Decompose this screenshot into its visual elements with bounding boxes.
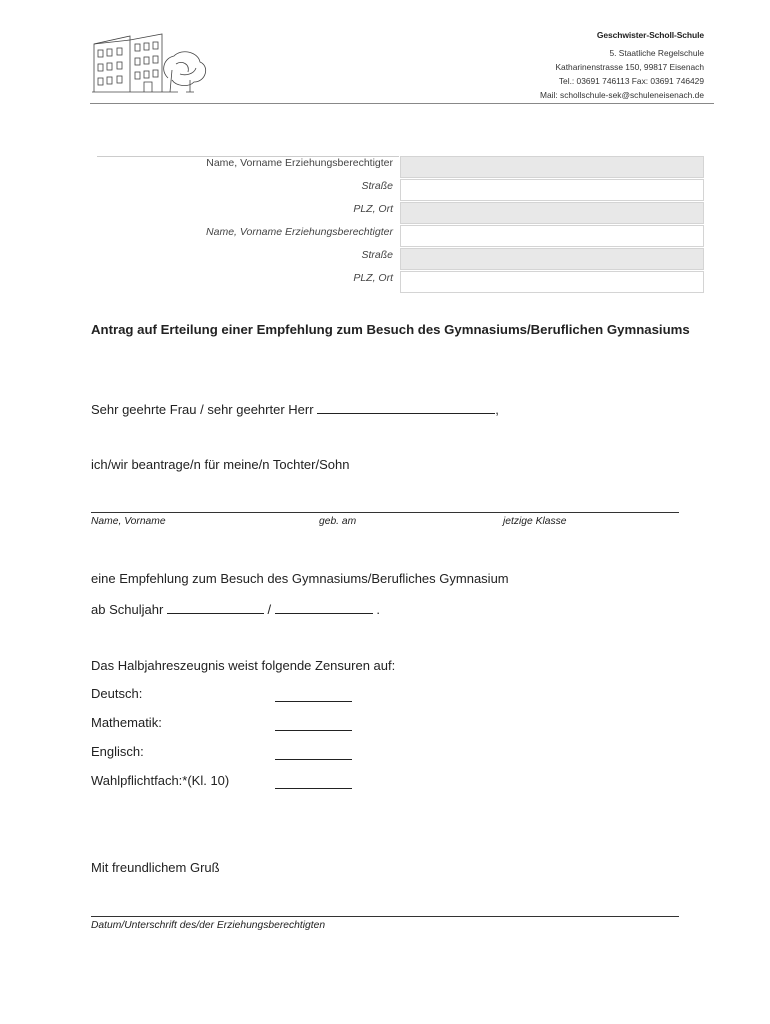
- grade-subject-deutsch: Deutsch:: [91, 686, 143, 701]
- closing-text: Mit freundlichem Gruß: [91, 860, 220, 875]
- salutation-text: Sehr geehrte Frau / sehr geehrter Herr: [91, 402, 314, 417]
- school-year-prefix: ab Schuljahr: [91, 602, 164, 617]
- grade-blank-englisch[interactable]: [275, 759, 352, 760]
- grade-subject-mathematik: Mathematik:: [91, 715, 162, 730]
- school-year-line: [91, 600, 380, 617]
- school-year-period: .: [376, 602, 381, 617]
- child-info-line[interactable]: [91, 512, 679, 513]
- signature-line[interactable]: [91, 916, 679, 917]
- letter-title: Antrag auf Erteilung einer Empfehlung zum Besuch des Gymnasiums/Beruflichen Gymnasiums: [91, 322, 690, 337]
- field-label-plz-ort-2: PLZ, Ort: [353, 272, 393, 284]
- school-building-sketch-icon: [90, 30, 212, 98]
- grade-subject-wahlpflichtfach: Wahlpflichtfach:*(Kl. 10): [91, 773, 230, 788]
- request-line: ich/wir beantrage/n für meine/n Tochter/Sohn: [91, 457, 350, 472]
- plz-ort-1-input[interactable]: [401, 204, 703, 224]
- child-label-born: geb. am: [319, 516, 357, 527]
- field-label-plz-ort-1: PLZ, Ort: [353, 203, 393, 215]
- salutation-line: [91, 400, 499, 417]
- child-label-name: Name, Vorname: [91, 516, 166, 527]
- school-mail: Mail: schollschule-sek@schuleneisenach.de: [540, 90, 704, 100]
- grade-subject-englisch: Englisch:: [91, 744, 144, 759]
- plz-ort-2-input[interactable]: [401, 273, 703, 293]
- grades-intro: Das Halbjahreszeugnis weist folgende Zensuren auf:: [91, 658, 396, 673]
- field-label-street-1: Straße: [361, 180, 393, 192]
- field-plz-ort-1[interactable]: [400, 202, 704, 224]
- school-phone-fax: Tel.: 03691 746113 Fax: 03691 746429: [558, 76, 704, 86]
- field-parent-name-2[interactable]: [400, 225, 704, 247]
- field-plz-ort-2[interactable]: [400, 271, 704, 293]
- salutation-comma: ,: [495, 402, 499, 417]
- school-year-start-blank[interactable]: [167, 600, 264, 614]
- field-parent-name-1[interactable]: [400, 156, 704, 178]
- child-label-class: jetzige Klasse: [503, 516, 567, 527]
- school-type: 5. Staatliche Regelschule: [609, 48, 704, 58]
- salutation-name-blank[interactable]: [317, 400, 495, 414]
- parent-name-2-input[interactable]: [401, 227, 703, 247]
- grade-blank-deutsch[interactable]: [275, 701, 352, 702]
- school-year-end-blank[interactable]: [275, 600, 373, 614]
- field-label-parent-name-2: Name, Vorname Erziehungsberechtigter: [206, 226, 393, 238]
- header-divider: [90, 103, 714, 104]
- signature-label: Datum/Unterschrift des/der Erziehungsberechtigten: [91, 920, 326, 931]
- school-name: Geschwister-Scholl-Schule: [596, 30, 704, 40]
- field-label-street-2: Straße: [361, 249, 393, 261]
- street-2-input[interactable]: [401, 250, 703, 270]
- field-street-2[interactable]: [400, 248, 704, 270]
- field-label-parent-name-1: Name, Vorname Erziehungsberechtigter: [206, 157, 393, 169]
- recommendation-line: eine Empfehlung zum Besuch des Gymnasiums/Berufliches Gymnasium: [91, 571, 509, 586]
- parent-name-1-input[interactable]: [401, 158, 703, 178]
- grade-blank-wahlpflichtfach[interactable]: [275, 788, 352, 789]
- school-street: Katharinenstrasse 150, 99817 Eisenach: [555, 62, 704, 72]
- field-street-1[interactable]: [400, 179, 704, 201]
- street-1-input[interactable]: [401, 181, 703, 201]
- school-year-separator: /: [267, 602, 272, 617]
- grade-blank-mathematik[interactable]: [275, 730, 352, 731]
